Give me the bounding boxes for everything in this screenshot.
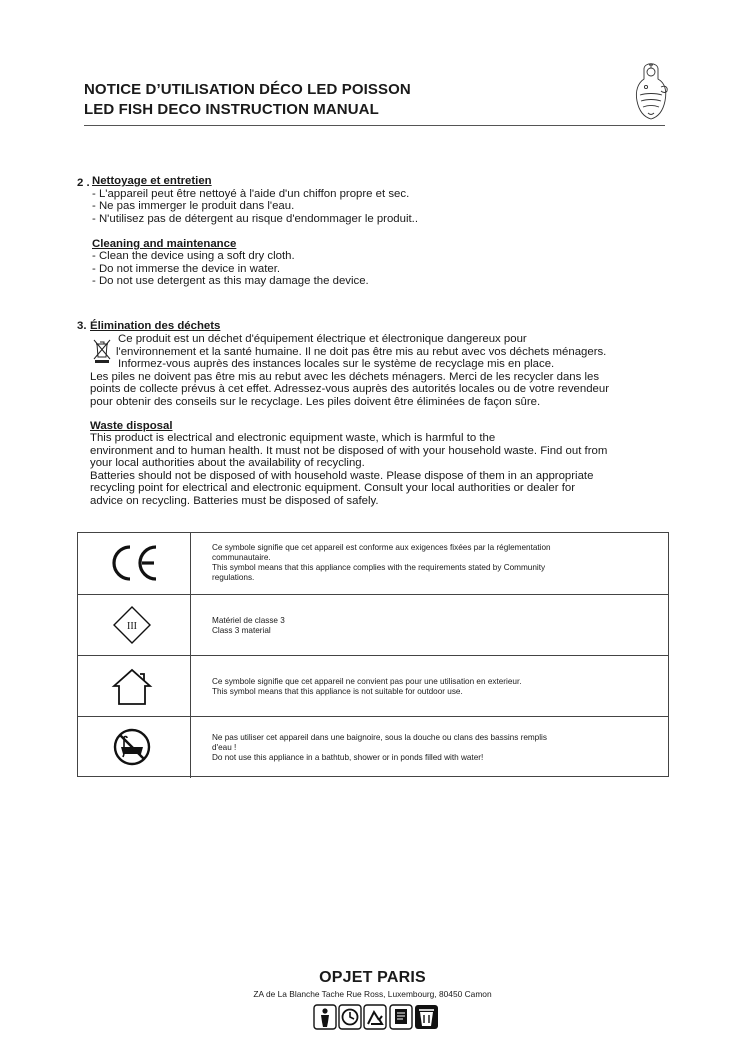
symbol-desc-line: communautaire. — [212, 553, 271, 562]
text-line: Les piles ne doivent pas être mis au rebut avec les déchets ménagers. Merci de les recycler dans les — [90, 371, 600, 383]
symbol-desc-line: Ce symbole signifie que cet appareil ne convient pas pour une utilisation en exterieur. — [212, 677, 522, 686]
text-line: - Do not immerse the device in water. — [92, 263, 281, 275]
section-2-number: 2 . — [77, 177, 90, 189]
class-3-icon — [112, 605, 152, 645]
weee-crossed-bin-icon — [92, 338, 112, 364]
symbol-desc-line: This symbol means that this appliance complies with the requirements stated by Community — [212, 563, 546, 572]
text-line: - Do not use detergent as this may damage the device. — [92, 275, 369, 287]
section-3-number: 3. — [77, 320, 87, 332]
text-line: - Ne pas immerger le produit dans l'eau. — [92, 200, 295, 212]
text-line: points de collecte prévus à cet effet. Adressez-vous auprès des autorités locales ou de votre revendeur — [90, 383, 609, 395]
symbols-table — [77, 532, 669, 777]
brand-address: ZA de La Blanche Tache Rue Ross, Luxembourg, 80450 Camon — [253, 989, 492, 999]
text-line: advice on recycling. Batteries must be disposed of safely. — [90, 495, 379, 507]
section-2-heading-fr: Nettoyage et entretien — [92, 175, 212, 187]
text-line: - Clean the device using a soft dry cloth. — [92, 250, 295, 262]
symbol-desc-line: Matériel de classe 3 — [212, 616, 285, 625]
symbol-desc-line: Ne pas utiliser cet appareil dans une baignoire, sous la douche ou clans des bassins remplis — [212, 733, 547, 742]
brand-name: OPJET PARIS — [319, 969, 426, 986]
text-line: l'environnement et la santé humaine. Il ne doit pas être mis au rebut avec vos déchets ménagers. — [116, 346, 607, 358]
text-line: Batteries should not be disposed of with household waste. Please dispose of them in an appropriate — [90, 470, 594, 482]
symbol-icon-cell — [78, 656, 191, 717]
symbol-desc-line: d'eau ! — [212, 743, 237, 752]
indoor-use-icon — [110, 667, 154, 707]
symbol-row-no-bathtub — [78, 716, 668, 778]
symbol-desc-line: Class 3 material — [212, 626, 271, 635]
section-3-heading-fr: Élimination des déchets — [90, 320, 221, 332]
recycle-icon — [364, 1005, 386, 1029]
section-2-heading-en: Cleaning and maintenance — [92, 238, 237, 250]
no-bathtub-icon — [112, 727, 152, 767]
class-3-numeral: III — [127, 621, 137, 632]
text-line: Ce produit est un déchet d'équipement électrique et électronique dangereux pour — [118, 333, 527, 345]
symbol-icon-cell — [78, 717, 191, 778]
symbol-desc-line: regulations. — [212, 573, 255, 582]
document-icon — [390, 1005, 412, 1029]
symbol-row-ce — [78, 533, 668, 594]
text-line: Informez-vous auprès des instances locales sur le système de recyclage mis en place. — [118, 358, 555, 370]
page-title-en: LED FISH DECO INSTRUCTION MANUAL — [84, 101, 379, 118]
person-icon — [314, 1005, 336, 1029]
symbol-desc-line: Ce symbole signifie que cet appareil est conforme aux exigences fixées par la réglementation — [212, 543, 551, 552]
header-divider — [84, 125, 665, 126]
text-line: recycling point for electrical and electronic equipment. Consult your local authorities or dealer for — [90, 482, 575, 494]
symbol-desc-line: This symbol means that this appliance is not suitable for outdoor use. — [212, 687, 463, 696]
text-line: This product is electrical and electronic equipment waste, which is harmful to the — [90, 432, 496, 444]
clock-icon — [339, 1005, 361, 1029]
text-line: pour obtenir des conseils sur le recyclage. Les piles doivent être éliminées de façon sûre. — [90, 396, 541, 408]
symbol-icon-cell — [78, 595, 191, 656]
text-line: - N'utilisez pas de détergent au risque d'endommager le produit.. — [92, 213, 419, 225]
text-line: environment and to human health. It must not be disposed of with your household waste. Find out from — [90, 445, 608, 457]
fish-lamp-logo-icon — [632, 57, 670, 123]
footer-icon-strip — [313, 1004, 439, 1030]
symbol-desc-line: Do not use this appliance in a bathtub, shower or in ponds filled with water! — [212, 753, 484, 762]
section-3-heading-en: Waste disposal — [90, 420, 173, 432]
symbol-icon-cell — [78, 533, 191, 594]
text-line: - L'appareil peut être nettoyé à l'aide d'un chiffon propre et sec. — [92, 188, 410, 200]
ce-mark-icon — [106, 543, 162, 583]
text-line: your local authorities about the availability of recycling. — [90, 457, 365, 469]
symbol-row-class-3 — [78, 594, 668, 656]
waste-bin-icon — [415, 1005, 438, 1029]
page-title-fr: NOTICE D’UTILISATION DÉCO LED POISSON — [84, 81, 411, 98]
symbol-row-indoor — [78, 655, 668, 717]
